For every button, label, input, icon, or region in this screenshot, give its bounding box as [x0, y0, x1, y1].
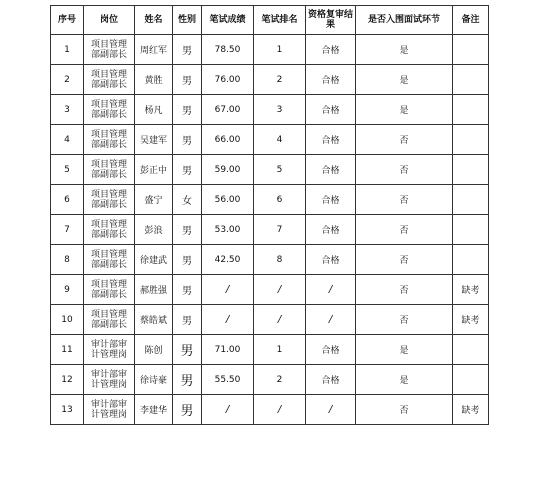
- position-line-2: 计管理岗: [90, 349, 127, 360]
- cell-name: 周红军: [135, 35, 173, 65]
- cell-position: [84, 395, 135, 425]
- position-line-1: 项目管理: [90, 219, 127, 230]
- cell-gender: 男: [173, 245, 202, 275]
- position-line-1: 审计部审: [90, 369, 127, 380]
- cell-review: 合格: [306, 185, 356, 215]
- cell-rank: 2: [254, 365, 306, 395]
- cell-no: 11: [51, 335, 84, 365]
- table-row: [51, 65, 489, 95]
- cell-no: 5: [51, 155, 84, 185]
- header-score: 笔试成绩: [202, 6, 254, 35]
- cell-review: 合格: [306, 65, 356, 95]
- cell-review: 合格: [306, 245, 356, 275]
- cell-score: 53.00: [202, 215, 254, 245]
- cell-position: [84, 305, 135, 335]
- table-row: [51, 215, 489, 245]
- cell-gender: 男: [173, 305, 202, 335]
- table-row: [51, 305, 489, 335]
- position-line-1: 审计部审: [90, 399, 127, 410]
- cell-interview: 否: [356, 215, 453, 245]
- cell-review: 合格: [306, 125, 356, 155]
- cell-note: [453, 125, 489, 155]
- cell-score: 59.00: [202, 155, 254, 185]
- cell-interview: 是: [356, 95, 453, 125]
- cell-name: 彭正中: [135, 155, 173, 185]
- cell-review: 合格: [306, 155, 356, 185]
- position-line-1: 审计部审: [90, 339, 127, 350]
- position-line-2: 部副部长: [90, 139, 127, 150]
- cell-note: [453, 365, 489, 395]
- cell-review: 合格: [306, 95, 356, 125]
- cell-score: 71.00: [202, 335, 254, 365]
- cell-note: [453, 35, 489, 65]
- table-row: [51, 125, 489, 155]
- cell-name: 郝胜强: [135, 275, 173, 305]
- cell-note: [453, 185, 489, 215]
- position-line-1: 项目管理: [90, 249, 127, 260]
- position-line-1: 项目管理: [90, 189, 127, 200]
- cell-rank: 1: [254, 35, 306, 65]
- cell-review: /: [306, 395, 356, 425]
- cell-score: 56.00: [202, 185, 254, 215]
- cell-rank: 3: [254, 95, 306, 125]
- cell-gender: 男: [173, 95, 202, 125]
- cell-score: /: [202, 305, 254, 335]
- cell-gender: 男: [173, 215, 202, 245]
- position-line-2: 计管理岗: [90, 409, 127, 420]
- cell-interview: 否: [356, 245, 453, 275]
- table-header-row: [51, 6, 489, 35]
- cell-note: [453, 155, 489, 185]
- cell-note: [453, 335, 489, 365]
- position-line-2: 部副部长: [90, 109, 127, 120]
- cell-interview: 否: [356, 275, 453, 305]
- cell-gender: 男: [173, 335, 202, 365]
- position-line-1: 项目管理: [90, 69, 127, 80]
- header-interview: 是否入围面试环节: [356, 6, 453, 35]
- cell-score: 78.50: [202, 35, 254, 65]
- cell-rank: 2: [254, 65, 306, 95]
- header-note: 备注: [453, 6, 489, 35]
- position-line-2: 计管理岗: [90, 379, 127, 390]
- cell-note: [453, 65, 489, 95]
- cell-position: [84, 365, 135, 395]
- cell-name: 黄胜: [135, 65, 173, 95]
- cell-note: 缺考: [453, 305, 489, 335]
- position-line-1: 项目管理: [90, 129, 127, 140]
- cell-position: [84, 335, 135, 365]
- cell-no: 7: [51, 215, 84, 245]
- cell-name: 徐建武: [135, 245, 173, 275]
- table-row: [51, 335, 489, 365]
- cell-gender: 男: [173, 365, 202, 395]
- cell-gender: 男: [173, 395, 202, 425]
- cell-score: 55.50: [202, 365, 254, 395]
- cell-rank: 4: [254, 125, 306, 155]
- cell-gender: 男: [173, 155, 202, 185]
- cell-name: 盛宁: [135, 185, 173, 215]
- position-line-2: 部副部长: [90, 169, 127, 180]
- table-row: [51, 365, 489, 395]
- cell-name: 蔡皓斌: [135, 305, 173, 335]
- header-review: 资格复审结果: [306, 6, 356, 35]
- table-row: [51, 155, 489, 185]
- position-line-2: 部副部长: [90, 319, 127, 330]
- cell-no: 2: [51, 65, 84, 95]
- cell-rank: 5: [254, 155, 306, 185]
- cell-score: /: [202, 395, 254, 425]
- cell-interview: 否: [356, 395, 453, 425]
- position-line-2: 部副部长: [90, 259, 127, 270]
- cell-note: 缺考: [453, 275, 489, 305]
- header-name: 姓名: [135, 6, 173, 35]
- cell-score: 76.00: [202, 65, 254, 95]
- position-line-2: 部副部长: [90, 49, 127, 60]
- cell-interview: 是: [356, 335, 453, 365]
- cell-name: 陈创: [135, 335, 173, 365]
- cell-note: [453, 215, 489, 245]
- cell-note: [453, 245, 489, 275]
- cell-interview: 是: [356, 65, 453, 95]
- table-row: [51, 185, 489, 215]
- cell-position: [84, 215, 135, 245]
- cell-review: 合格: [306, 365, 356, 395]
- results-table: [50, 5, 489, 425]
- cell-no: 8: [51, 245, 84, 275]
- header-rank: 笔试排名: [254, 6, 306, 35]
- cell-rank: 8: [254, 245, 306, 275]
- cell-position: [84, 155, 135, 185]
- table-row: [51, 35, 489, 65]
- cell-name: 吴建军: [135, 125, 173, 155]
- cell-gender: 男: [173, 125, 202, 155]
- cell-note: 缺考: [453, 395, 489, 425]
- cell-no: 3: [51, 95, 84, 125]
- cell-interview: 否: [356, 305, 453, 335]
- cell-interview: 否: [356, 125, 453, 155]
- cell-rank: /: [254, 395, 306, 425]
- cell-score: /: [202, 275, 254, 305]
- header-position: 岗位: [84, 6, 135, 35]
- position-line-2: 部副部长: [90, 289, 127, 300]
- position-line-2: 部副部长: [90, 199, 127, 210]
- cell-score: 66.00: [202, 125, 254, 155]
- position-line-1: 项目管理: [90, 279, 127, 290]
- cell-position: [84, 35, 135, 65]
- cell-score: 67.00: [202, 95, 254, 125]
- cell-name: 徐诗豪: [135, 365, 173, 395]
- position-line-2: 部副部长: [90, 79, 127, 90]
- cell-review: 合格: [306, 335, 356, 365]
- position-line-1: 项目管理: [90, 309, 127, 320]
- cell-no: 10: [51, 305, 84, 335]
- cell-position: [84, 95, 135, 125]
- cell-interview: 否: [356, 155, 453, 185]
- header-no: 序号: [51, 6, 84, 35]
- table-row: [51, 395, 489, 425]
- cell-interview: 是: [356, 35, 453, 65]
- cell-name: 李建华: [135, 395, 173, 425]
- cell-name: 杨凡: [135, 95, 173, 125]
- cell-position: [84, 125, 135, 155]
- cell-review: /: [306, 305, 356, 335]
- cell-no: 13: [51, 395, 84, 425]
- cell-no: 1: [51, 35, 84, 65]
- position-line-1: 项目管理: [90, 99, 127, 110]
- position-line-2: 部副部长: [90, 229, 127, 240]
- table-row: [51, 95, 489, 125]
- cell-name: 彭浪: [135, 215, 173, 245]
- cell-rank: 6: [254, 185, 306, 215]
- cell-rank: 7: [254, 215, 306, 245]
- cell-no: 9: [51, 275, 84, 305]
- cell-rank: /: [254, 305, 306, 335]
- cell-gender: 男: [173, 275, 202, 305]
- cell-review: /: [306, 275, 356, 305]
- header-gender: 性别: [173, 6, 202, 35]
- cell-review: 合格: [306, 215, 356, 245]
- cell-interview: 否: [356, 185, 453, 215]
- cell-position: [84, 245, 135, 275]
- cell-no: 6: [51, 185, 84, 215]
- cell-gender: 男: [173, 65, 202, 95]
- cell-rank: 1: [254, 335, 306, 365]
- position-line-1: 项目管理: [90, 159, 127, 170]
- cell-position: [84, 65, 135, 95]
- cell-gender: 女: [173, 185, 202, 215]
- table-body: [51, 35, 489, 425]
- cell-score: 42.50: [202, 245, 254, 275]
- position-line-1: 项目管理: [90, 39, 127, 50]
- table-row: [51, 245, 489, 275]
- cell-interview: 是: [356, 365, 453, 395]
- cell-review: 合格: [306, 35, 356, 65]
- cell-gender: 男: [173, 35, 202, 65]
- cell-position: [84, 185, 135, 215]
- cell-no: 4: [51, 125, 84, 155]
- table-row: [51, 275, 489, 305]
- cell-position: [84, 275, 135, 305]
- cell-rank: /: [254, 275, 306, 305]
- cell-no: 12: [51, 365, 84, 395]
- cell-note: [453, 95, 489, 125]
